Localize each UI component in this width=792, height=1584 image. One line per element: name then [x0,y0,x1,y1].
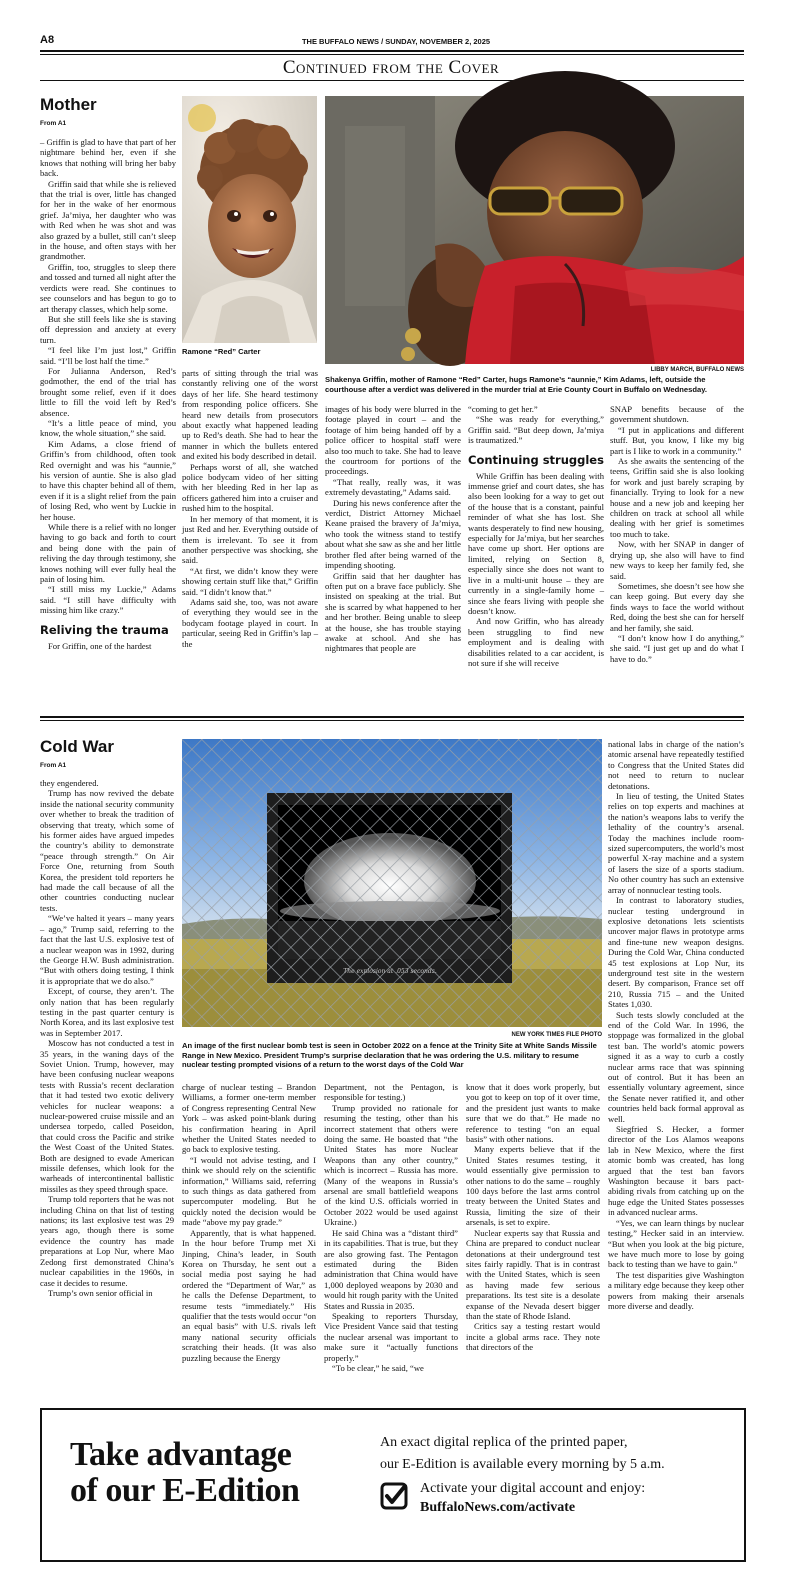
paragraph: Speaking to reporters Thursday, Vice President Vance said that testing the nuclear arsenal was important to make sure it “actually functions properly.” [324,1310,458,1363]
paragraph: images of his body were blurred in the footage played in court – and the footage of him being handed off by a police officer to hospital staff were also too much to take. She had to leave the courtroom for portions of the proceedings. [325,404,461,477]
paragraph: Sometimes, she doesn’t see how she can keep going. But every day she finds ways to face the world without Red, doing the best she can for herself and her family, she said. [610,580,744,633]
paragraph: He said China was a “distant third” in its capabilities. That is true, but they are also growing fast. The Pentagon estimated during the Biden administration that China would have 1,000 deployed weapons by 2030 and would hit rough parity with the United States and Russia in 2035. [324,1227,458,1311]
paragraph: “At first, we didn’t know they were showing certain stuff like that,” Griffin said. “I didn’t know that.” [182,565,318,597]
paragraph: “I still miss my Luckie,” Adams said. “I still have difficulty with missing him like crazy.” [40,584,176,616]
paragraph: Adams said she, too, was not aware of everything they would see in the bodycam footage played in court. In particular, seeing Red in Griffin’s lap – the [182,596,318,649]
paragraph: Moscow has not conducted a test in 35 years, in the waning days of the Soviet Union. Trump, however, may have been confusing nuclear weapons tests with Russia’s recent declaration that it had tested two exotic delivery vehicles for nuclear weapons: a nuclear-powered cruise missile and an undersea torpedo, called Poseidon, that could cross the Pacific and strike the West Coast of the United States. Both are designed to evade American missile defenses, which look for the warheads of intercontinental ballistic missiles as they speed through space. [40,1038,174,1194]
paragraph: For Julianna Anderson, Red’s godmother, the end of the trial has brought some relief, even if it does little to fill the void left by Red’s absence. [40,365,176,418]
checkbox-icon [380,1482,408,1510]
mother-subhead-reliving: Reliving the trauma [40,622,169,637]
mother-column-5 [610,404,744,670]
paragraph: “Yes, we can learn things by nuclear testing,” Hecker said in an interview. “But when you look at the big picture, we have much more to lose by going back to testing than we have to gain.” [608,1217,744,1270]
paragraph: – Griffin is glad to have that part of her nightmare behind her, even if she knows that nothing will bring her baby back. [40,137,176,179]
trinity-photo-caption: An image of the first nuclear bomb test is seen in October 2022 on a fence at the Trinity Site at White Sands Missile Range in New Mexico. President Trump’s surprise declaration that he was ordering the U.S. military to resume nuclear testing prompted visions of a return to the worst days of the Cold War [182,1041,597,1070]
paragraph: Many experts believe that if the United States resumes testing, it would essentially give permission to other nations to do the same – roughly 100 days before the last arms control treaty between the United States and Russia, limiting the size of their arsenals, is set to expire. [466,1144,600,1228]
section-kicker: Continued from the Cover [282,57,500,78]
ramone-photo-caption: Ramone “Red” Carter [182,347,261,356]
header-rule-thick [40,50,744,52]
paragraph: Trump has now revived the debate inside the national security community over whether to break the tradition of observing that treaty, which some of his former aides have argued impedes the country’s ability to demonstrate “peace through strength.” On Air Force One, returning from South Korea, the president told reporters he had made the call because of all the other countries conducting nuclear tests. [40,788,174,913]
kicker-rule [40,80,744,81]
paragraph: “I feel like I’m just lost,” Griffin said. “I’ll be lost half the time.” [40,345,176,366]
paragraph: In contrast to laboratory studies, nuclear testing underground in explosive detonations lets scientists uncover major flaws in prototype arms and fine-tune new weapon designs. During the Cold War, China conducted 45 test explosions at Lop Nur, its underground test site in the western desert. By comparison, France set off 210, Russia 715 – and the United States 1,030. [608,895,744,1010]
paragraph: Except, of course, they aren’t. The only nation that has been regularly testing in the past quarter century is North Korea, and its last explosive test was in September 2017. [40,986,174,1038]
mother-jump-from: From A1 [40,120,67,127]
paragraph: While Griffin has been dealing with immense grief and court dates, she has also been looking for a way to get out of the house that is a constant, painful reminder of what she has lost. She wants desperately to find new housing, especially for Ja’miya, but her searches have come up short. Her options are limited, relying on Section 8, especially since she does not want to live in a multi-unit house – they are currently in a single-family home – since she fears living with people she doesn’t know. [468,470,604,616]
ad-activate-link[interactable]: BuffaloNews.com/activate [420,1500,576,1515]
dateline: THE BUFFALO NEWS / SUNDAY, NOVEMBER 2, 2025 [301,37,491,46]
paragraph: “I would not advise testing, and I think we should rely on the scientific information,” Williams said, referring to such things as data gathered from supercomputer modeling. But he quickly noted the decision would be made “above my pay grade.” [182,1154,316,1228]
ad-headline-line2: of our E-Edition [70,1472,300,1509]
paragraph: SNAP benefits because of the government shutdown. [610,404,744,425]
ad-line1: An exact digital replica of the printed paper, [380,1435,628,1450]
paragraph: Perhaps worst of all, she watched police bodycam video of her sitting with her bleeding Red in her lap as officers gathered him into a cruiser and rushed him to the hospital. [182,461,318,514]
paragraph: “We’ve halted it years – many years – ago,” Trump said, referring to the fact that the last U.S. explosive test of a nuclear weapon was in 1992, during the George H.W. Bush administration. “But with others doing testing, I think it is appropriate that we do also.” [40,913,174,986]
paragraph: Trump provided no rationale for resuming the testing, other than his incorrect statement that others were doing the same. He boasted that “the United States has more Nuclear Weapons than any other country,” which is incorrect – Russia has more. (Many of the weapons in Russia’s arsenal are small battlefield weapons of the kind U.S. officials worried in October 2022 would be used against Ukraine.) [324,1102,458,1228]
page-number: A8 [40,34,55,46]
paragraph: “She was ready for everything,” Griffin said. “But deep down, Ja’miya is traumatized.” [468,414,604,446]
paragraph: “To be clear,” he said, “we [332,1362,424,1373]
paragraph: While there is a relief with no longer having to go back and forth to court and being done with the pain of reliving the day through testimony, she knows nothing will ever fully heal the pain of losing him. [40,522,176,585]
paragraph: Such tests slowly concluded at the end of the Cold War. In 1996, the stoppage was formalized in the global test ban. The world’s atomic powers signed it as a way to curb a costly nuclear arms race that was spinning out of control. But it has been an essentially voluntary agreement, since the Senate never ratified it, and other countries held back formal approval as well. [608,1009,744,1124]
paragraph: Nuclear experts say that Russia and China are prepared to conduct nuclear detonations at their underground test sites fairly rapidly. That is in contrast with the United States, which is seen as having made few serious preparations. Its test site is a desolate expanse of the Nevada desert bigger than the state of Rhode Island. [466,1227,600,1321]
paragraph: Griffin said that while she is relieved that the trial is over, little has changed for her in the wake of her enormous grief. Ja’miya, her daughter who was with Red when he was shot and was also grazed by a bullet, still can’t sleep in the house, and often stays with her grandmother. [40,178,176,262]
paragraph: “That really, really was, it was extremely devastating,” Adams said. [325,476,461,498]
mother-subhead-struggles: Continuing struggles [468,452,604,467]
paragraph: Now, with her SNAP in danger of drying up, she also will have to find new ways to keep her family fed, she said. [610,539,744,581]
ad-line3: Activate your digital account and enjoy: [420,1481,646,1496]
paragraph: The test disparities give Washington a military edge because they keep other powers from making their arsenals more diverse and deadly. [608,1269,745,1311]
ramone-photo [182,96,317,343]
paragraph: they engendered. [40,778,99,788]
trinity-fence-image [182,739,602,1027]
paragraph: charge of nuclear testing – Brandon Williams, a former one-term member of Congress representing Central New York – was asked point-blank during his confirmation hearing in April whether the United States needed to go back to explosive testing. [182,1082,316,1155]
story-divider-thick [40,716,744,718]
header-rule-thin [40,54,744,55]
mother-column-1 [40,137,176,651]
paragraph: As she awaits the sentencing of the teens, Griffin said she is also looking for work and just barely scraping by financially. Trying to look for a new house and a new job and keeping her children on track at school all while dealing with her grief is sometimes too much to take. [610,456,744,539]
trinity-photo [182,739,602,1027]
coldwar-headline: Cold War [40,737,114,756]
mother-column-3 [325,404,461,670]
paragraph: Griffin, too, struggles to sleep there and tossed and turned all night after the verdicts were read. She continues to see counselors and has begun to go to art therapy classes, which help some. [40,261,176,314]
mother-column-2 [182,368,318,670]
paragraph: “I put in applications and different stuff. But, you know, I like my big part is I like to work in a community.” [610,424,744,456]
paragraph: “It’s a little peace of mind, you know, the whole situation,” she said. [40,417,176,439]
paragraph: Trump’s own senior official in [48,1287,153,1298]
paragraph: Department, not the Pentagon, is responsible for testing.) [324,1082,458,1103]
paragraph: Griffin said that her daughter has often put on a brave face publicly. She insisted on speaking at the trial. But she is scarred by what happened to her and her brother. Being unable to sleep at the house, she has trouble staying awake at school. And she has nightmares that people are [325,570,461,654]
paragraph: During his news conference after the verdict, District Attorney Michael Keane praised the bravery of Ja’miya, who took the witness stand to testify about what she saw as she and her little brother fled after being warned of the impending shooting. [325,497,461,571]
story-divider-thin [40,720,744,721]
eedition-ad[interactable] [40,1408,746,1562]
coldwar-jump-from: From A1 [40,762,67,769]
coldwar-column-2 [182,1082,316,1400]
hug-scene-image [325,96,744,364]
hug-photo-credit: LIBBY MARCH, BUFFALO NEWS [650,367,744,373]
toddler-portrait-image [182,96,317,343]
trinity-photo-credit: NEW YORK TIMES FILE PHOTO [511,1032,602,1038]
coldwar-column-1 [40,778,174,1400]
paragraph: national labs in charge of the nation’s atomic arsenal have repeatedly testified to Congress that the United States did not need to return to nuclear detonations. [608,739,745,791]
coldwar-column-4 [466,1082,600,1400]
paragraph: Critics say a testing restart would incite a global arms race. They note that directors of the [466,1321,600,1353]
paragraph: parts of sitting through the trial was constantly reliving one of the worst days of her life. She heard testimony from responding police officers. She heard new details from prosecutors about exactly what happened leading up to Red’s death. She had to hear the manner in which the bullets entered and exited his body described in detail. [182,368,318,462]
paragraph: “I don’t know how I do anything,” she said. “I just get up and do what I have to do.” [610,632,744,664]
ad-line2: our E-Edition is available every morning by 5 a.m. [380,1457,665,1472]
hug-photo-caption: Shakenya Griffin, mother of Ramone “Red” Carter, hugs Ramone’s “aunnie,” Kim Adams, left, outside the courthouse after a verdict was delivered in the murder trial at Erie County Court in Buffalo on Wednesday. [325,375,708,394]
paragraph: In her memory of that moment, it is just Red and her. Everything outside of them is irrelevant. To see it from another perspective was shocking, she said. [182,513,318,566]
coldwar-column-3 [324,1082,458,1400]
mother-headline: Mother [40,95,97,114]
mother-column-4 [468,404,604,670]
paragraph: And now Griffin, who has already been struggling to find new employment and is dealing with disabilities related to a car accident, is not sure if she will receive [468,616,604,668]
paragraph: “coming to get her.” [468,404,538,414]
hug-photo [325,96,744,364]
paragraph: Apparently, that is what happened. In the hour before Trump met Xi Jinping, China’s leader, in South Korea on Thursday, he sent out a social media post saying he had ordered the “Department of War,” as he calls the Defense Department, to resume tests “immediately.” His qualifier that the tests would occur “on an equal basis” with U.S. rivals left many national security officials scratching their heads. (It was also puzzling because the Energy [182,1227,316,1363]
paragraph: Kim Adams, a close friend of Griffin’s from childhood, often took Red overnight and was his “aunnie,” his version of auntie. She is also glad to have this chapter behind all of them, even if it is a slight relief from the pain of losing Red, who went by Luckie in her house. [40,438,176,522]
paragraph: In lieu of testing, the United States relies on top experts and machines at the nation’s weapons labs to verify the lethality of the country’s arsenal. Today the machines include room-sized supercomputers, the world’s most powerful X-ray machine and a system of lasers the size of a sports stadium. No other country has such an extensive array of nonnuclear testing tools. [608,791,744,895]
paragraph: Siegfried S. Hecker, a former director of the Los Alamos weapons lab in New Mexico, where the first atomic bomb was created, has long argued that the test ban favors Washington because it bars pact-abiding rivals from catching up on the huge edge the United States possesses in advanced nuclear arms. [608,1124,744,1218]
ad-headline-line1: Take advantage [70,1436,292,1473]
paragraph: But she still feels like she is staving off depression and anxiety at every turn. [40,313,176,345]
paragraph: Trump told reporters that he was not including China on that list of testing nations; its last explosive test was 29 years ago, though there is some evidence the country has made preparations at Lop Nur, where Mao Zedong first demonstrated China’s nuclear capabilities in the 1960s, in case it decides to resume. [40,1194,174,1288]
paragraph: know that it does work properly, but you got to keep on top of it over time, and the president just wants to make sure that we do that.” He made no reference to testing “on an equal basis” with other nations. [466,1082,600,1145]
mother-col1-after: For Griffin, one of the hardest [48,640,152,651]
coldwar-column-5 [608,739,744,1400]
